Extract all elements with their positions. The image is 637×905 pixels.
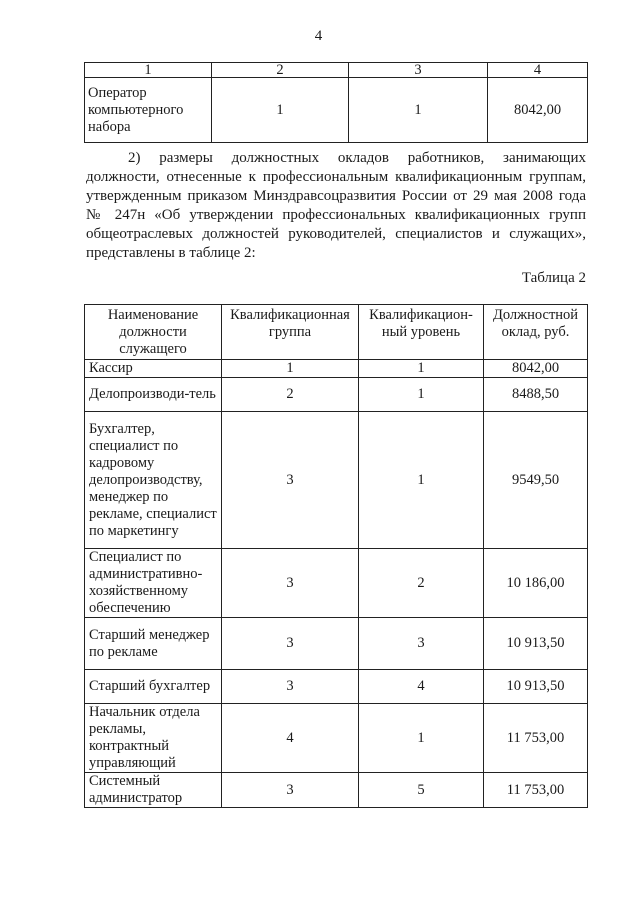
group-cell: 3 — [222, 618, 359, 670]
level-cell: 1 — [359, 412, 484, 549]
header-salary: Должностной оклад, руб. — [484, 305, 588, 360]
level-cell: 1 — [359, 704, 484, 773]
level-cell: 1 — [359, 360, 484, 378]
position-name-cell: Начальник отдела рекламы, контрактный управляющий — [85, 704, 222, 773]
salary-cell: 10 186,00 — [484, 549, 588, 618]
table-row — [85, 773, 588, 808]
position-name-cell: Специалист по административно-хозяйственному обеспечению — [85, 549, 222, 618]
position-name-cell: Оператор компьютерного набора — [85, 78, 212, 143]
table-1-header-row — [85, 63, 588, 78]
table-row — [85, 549, 588, 618]
level-cell: 3 — [359, 618, 484, 670]
salary-cell: 9549,50 — [484, 412, 588, 549]
salary-cell: 11 753,00 — [484, 773, 588, 808]
table-row — [85, 704, 588, 773]
table-row — [85, 670, 588, 704]
table-row — [85, 412, 588, 549]
level-cell: 1 — [359, 378, 484, 412]
level-cell: 5 — [359, 773, 484, 808]
table-2-body — [85, 360, 588, 808]
group-cell: 1 — [212, 78, 349, 143]
salary-cell: 8488,50 — [484, 378, 588, 412]
group-cell: 1 — [222, 360, 359, 378]
group-cell: 4 — [222, 704, 359, 773]
table-1 — [84, 62, 588, 143]
table-row — [85, 618, 588, 670]
group-cell: 3 — [222, 773, 359, 808]
salary-cell: 8042,00 — [484, 360, 588, 378]
position-name-cell: Кассир — [85, 360, 222, 378]
salary-cell: 10 913,50 — [484, 618, 588, 670]
table-1-header-cell: 1 — [85, 63, 212, 78]
page-number: 4 — [314, 28, 323, 44]
level-cell: 2 — [359, 549, 484, 618]
table-caption: Таблица 2 — [521, 270, 586, 286]
position-name-cell: Системный администратор — [85, 773, 222, 808]
header-qualification-level: Квалификацион-ный уровень — [359, 305, 484, 360]
group-cell: 3 — [222, 549, 359, 618]
table-1-header-cell: 4 — [488, 63, 588, 78]
group-cell: 3 — [222, 670, 359, 704]
level-cell: 1 — [349, 78, 488, 143]
level-cell: 4 — [359, 670, 484, 704]
position-name-cell: Старший менеджер по рекламе — [85, 618, 222, 670]
table-1-header-cell: 2 — [212, 63, 349, 78]
header-position-name: Наименование должности служащего — [85, 305, 222, 360]
salary-cell: 10 913,50 — [484, 670, 588, 704]
salary-cell: 8042,00 — [488, 78, 588, 143]
table-2-header-row — [85, 305, 588, 360]
table-row — [85, 378, 588, 412]
group-cell: 2 — [222, 378, 359, 412]
salary-cell: 11 753,00 — [484, 704, 588, 773]
table-row — [85, 78, 588, 143]
header-qualification-group: Квалификационная группа — [222, 305, 359, 360]
position-name-cell: Делопроизводи-тель — [85, 378, 222, 412]
body-paragraph: 2) размеры должностных окладов работников, занимающих должности, отнесенные к профессиональным квалификационным группам, утвержденным приказом Минздравсоцразвития России от 29 мая 2008 года № 247н «Об утверждении профессиональных квалификационных групп общеотраслевых должностей руководителей, специалистов и служащих», представлены в таблице 2: — [86, 150, 586, 261]
table-1-header-cell: 3 — [349, 63, 488, 78]
table-row — [85, 360, 588, 378]
group-cell: 3 — [222, 412, 359, 549]
position-name-cell: Бухгалтер, специалист по кадровому делопроизводству, менеджер по рекламе, специалист по маркетингу — [85, 412, 222, 549]
position-name-cell: Старший бухгалтер — [85, 670, 222, 704]
table-2 — [84, 304, 588, 808]
